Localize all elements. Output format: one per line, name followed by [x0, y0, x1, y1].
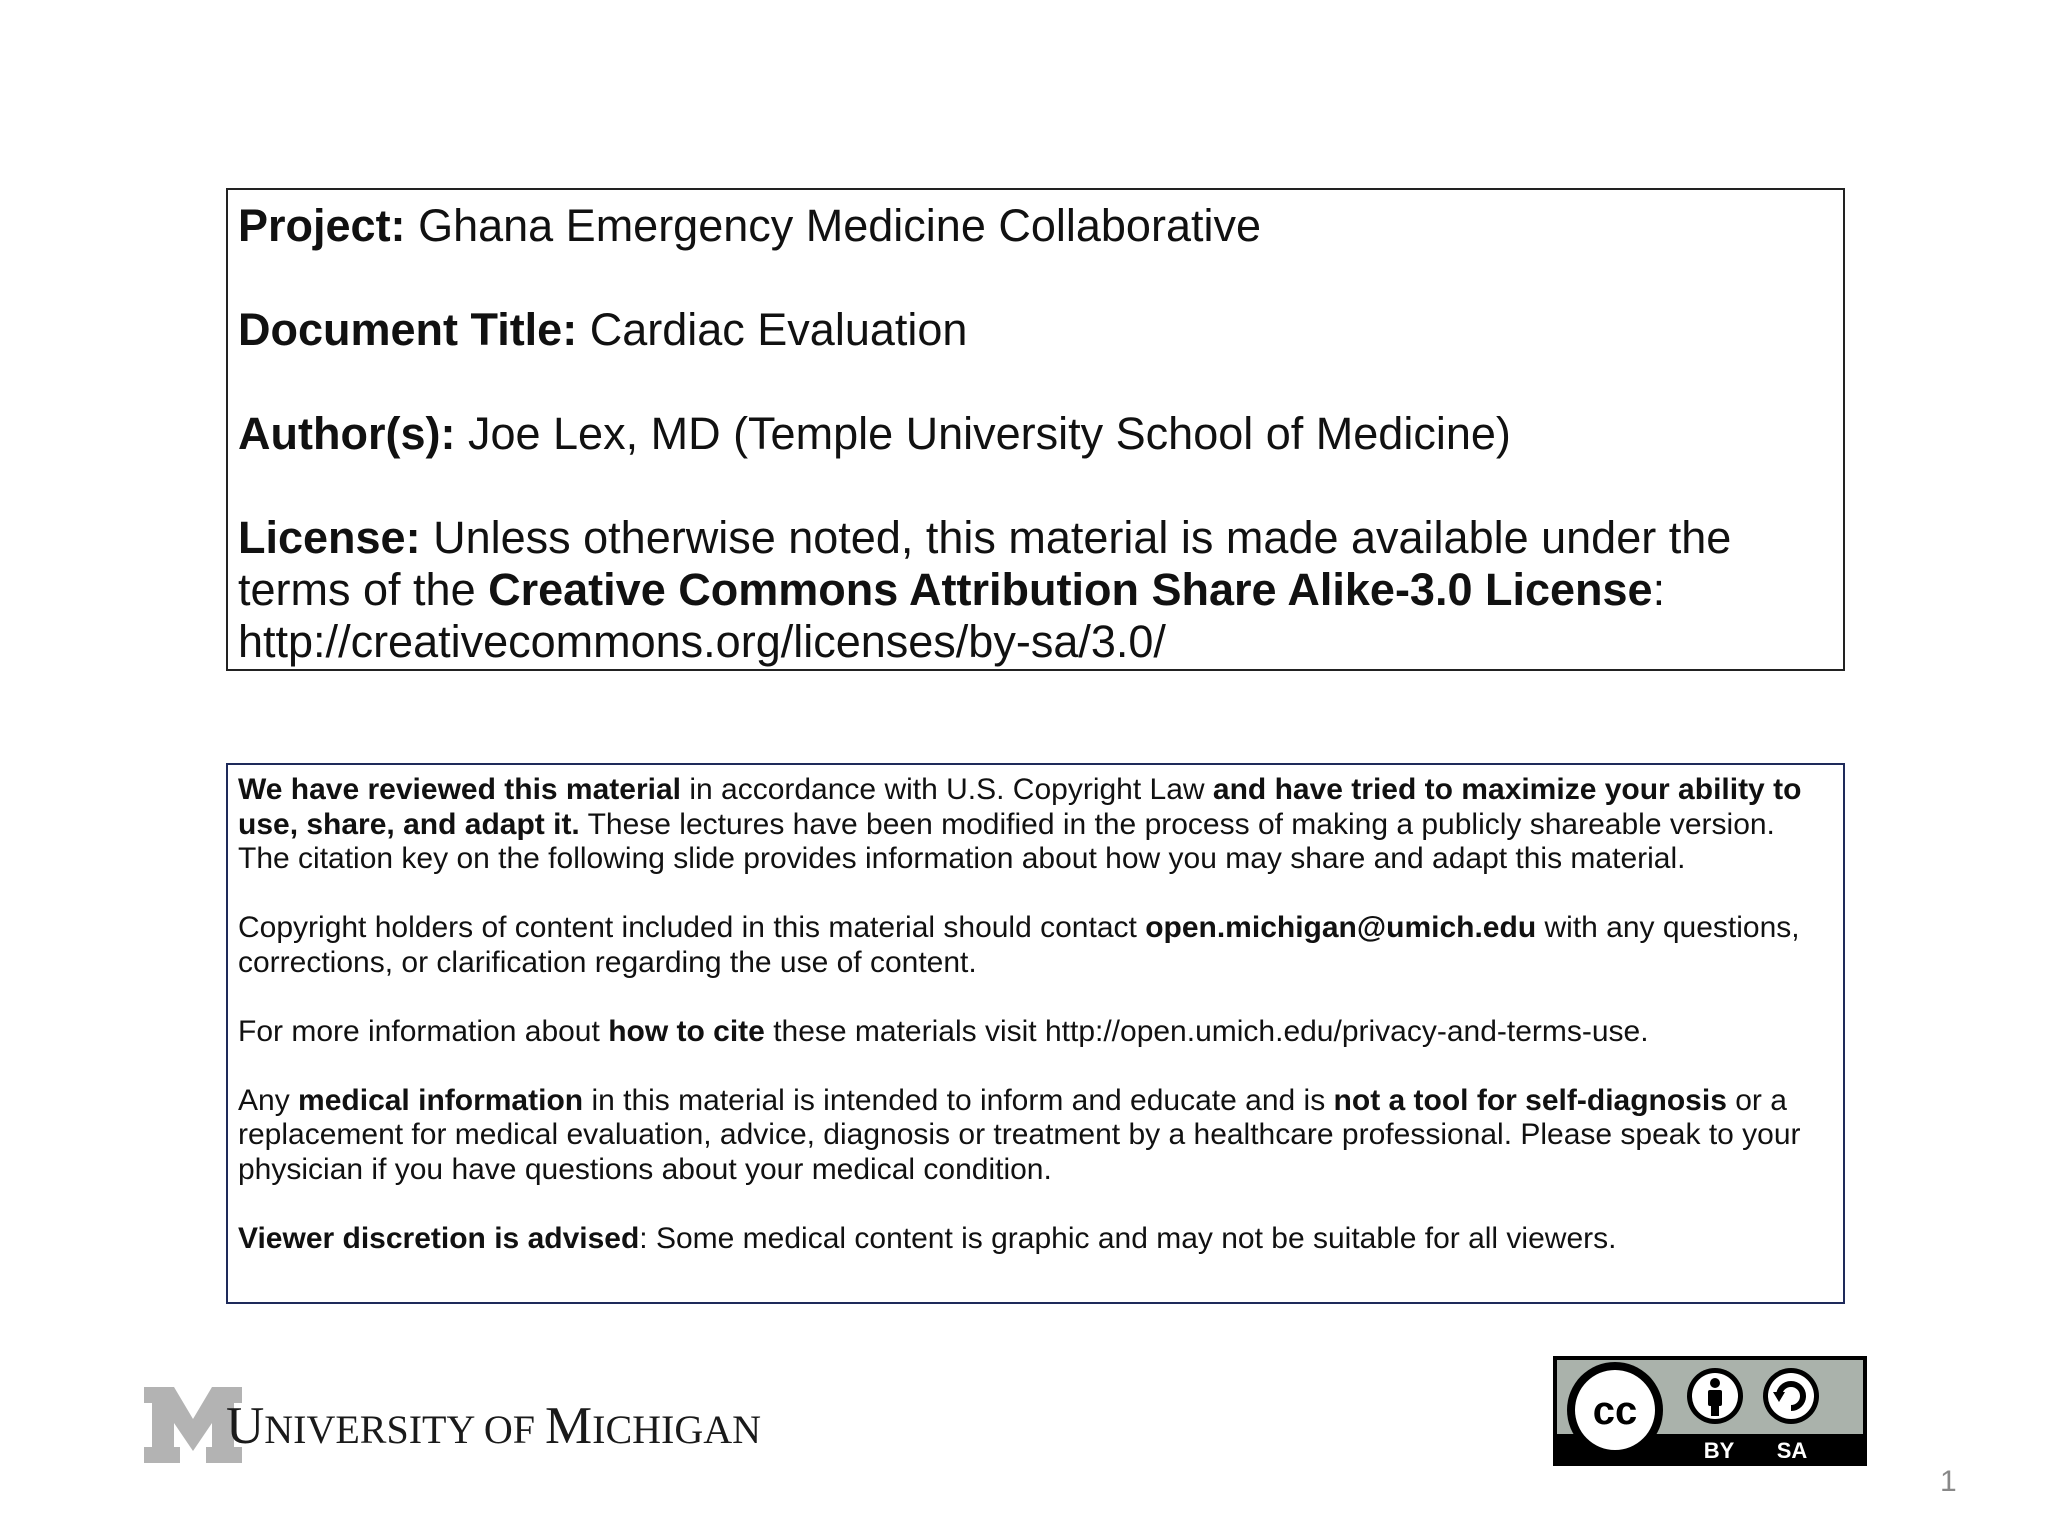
notice-p1-bold-2: and have tried to maximize your ability to use, share, and adapt it.: [238, 773, 1802, 841]
author-value: Joe Lex, MD (Temple University School of Medicine): [467, 408, 1511, 459]
license-row: [238, 512, 1843, 668]
document-title-label: Document Title:: [238, 304, 578, 355]
page-number: 1: [1940, 1465, 1957, 1498]
contact-email: open.michigan@umich.edu: [1145, 911, 1537, 944]
notice-review-paragraph: [238, 773, 1833, 877]
copyright-notice-box: [226, 763, 1845, 1304]
license-url: http://creativecommons.org/licenses/by-sa/3.0/: [238, 616, 1166, 667]
notice-contact-paragraph: [238, 911, 1833, 980]
notice-medical-paragraph: [238, 1084, 1833, 1188]
notice-p4-text-1: Any: [238, 1083, 290, 1117]
wordmark-part-1: U: [226, 1397, 265, 1455]
notice-p1-bold-1: We have reviewed this material: [238, 773, 681, 806]
university-of-michigan-logo: [144, 1387, 764, 1463]
wordmark-part-3: M: [545, 1397, 593, 1455]
wordmark-part-2: NIVERSITY OF: [264, 1407, 546, 1452]
project-label: Project:: [238, 200, 406, 251]
author-label: Author(s):: [238, 408, 456, 459]
notice-p4-text-2: in this material is intended to inform and educate and is: [591, 1083, 1326, 1117]
cc-by-label: BY: [1703, 1438, 1735, 1463]
cc-by-sa-badge-icon: [1553, 1356, 1867, 1466]
notice-p1-text-2: These lectures have been modified in the process of making a publicly shareable version. The citation key on the following slide provides information about how you may share and adapt this material.: [238, 807, 1775, 875]
cc-sa-label: SA: [1776, 1438, 1808, 1463]
notice-discretion-paragraph: [238, 1222, 1833, 1257]
notice-p3-bold-1: how to cite: [608, 1014, 765, 1048]
project-value: Ghana Emergency Medicine Collaborative: [418, 200, 1261, 251]
notice-p3-text-2: these materials visit http://open.umich.edu/privacy-and-terms-use.: [773, 1014, 1649, 1048]
license-colon: :: [1652, 564, 1666, 615]
author-row: [238, 408, 1843, 460]
license-name: Creative Commons Attribution Share Alike-3.0 License: [488, 564, 1653, 615]
notice-p4-text-3: or a replacement for medical evaluation, advice, diagnosis or treatment by a healthcare professional. Please speak to your physician if you have questions about your medical condition.: [238, 1083, 1801, 1186]
notice-p5-text-1: : Some medical content is graphic and may not be suitable for all viewers.: [639, 1221, 1617, 1255]
document-title-row: [238, 304, 1843, 356]
notice-p4-bold-1: medical information: [298, 1083, 584, 1117]
notice-p3-text-1: For more information about: [238, 1014, 600, 1048]
license-text: Unless otherwise noted, this material is made available under the terms of the: [238, 512, 1732, 615]
document-info-box: [226, 188, 1845, 671]
document-title-value: Cardiac Evaluation: [589, 304, 968, 355]
notice-p5-bold-1: Viewer discretion is advised: [238, 1221, 640, 1255]
notice-p2-text-1: Copyright holders of content included in this material should contact: [238, 911, 1137, 944]
university-wordmark: [226, 1397, 762, 1455]
notice-p2-text-2: with any questions, corrections, or clarification regarding the use of content.: [238, 911, 1800, 979]
project-row: [238, 200, 1843, 252]
notice-cite-paragraph: [238, 1015, 1833, 1050]
svg-text:cc: cc: [1592, 1389, 1638, 1433]
notice-p4-bold-2: not a tool for self-diagnosis: [1333, 1083, 1727, 1117]
notice-p1-text-1: in accordance with U.S. Copyright Law: [689, 773, 1205, 806]
wordmark-part-4: ICHIGAN: [592, 1407, 762, 1452]
license-label: License:: [238, 512, 421, 563]
